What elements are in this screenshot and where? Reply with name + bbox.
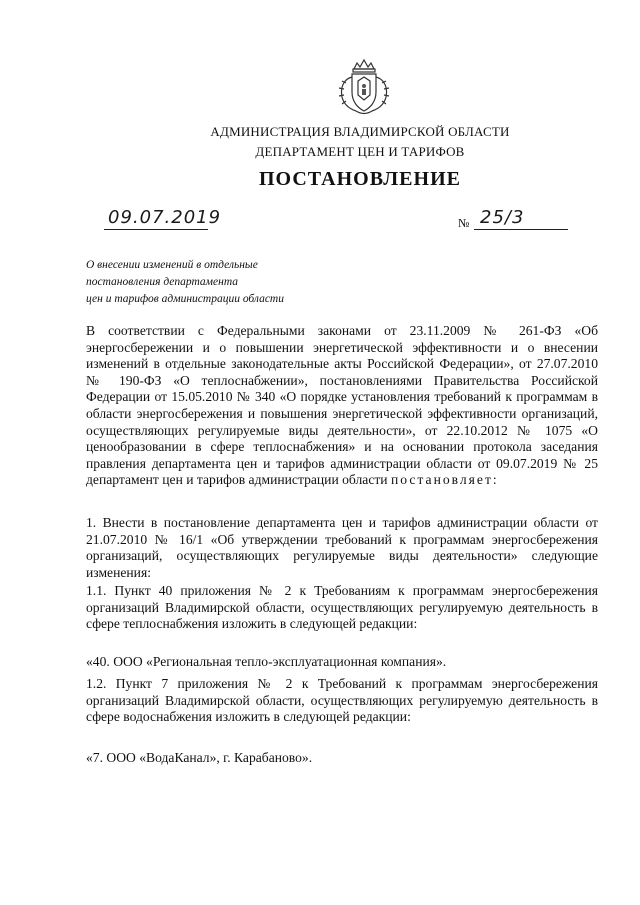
clause-1-paragraph: 1. Внести в постановление департамента цен и тарифов администрации области от 21.07.2010 № 16/1 «Об утверждении требований к программам энергосбережения организаций, осуществляющих регулируемые виды деятельности» следующие изменения: [86,515,598,580]
clause-1-2-new-text: «7. ООО «ВодаКанал», г. Карабаново». [86,750,313,765]
clause-1-2-paragraph: 1.2. Пункт 7 приложения № 2 к Требований к программам энергосбережения организаций Владимирской области, осуществляющих регулируемую деятельность в сфере водоснабжения изложить в следующей редакции: [86,676,598,725]
document-date: 09.07.2019 [108,207,222,228]
document-type-title: ПОСТАНОВЛЕНИЕ [259,168,461,190]
clause-1-1-paragraph: 1.1. Пункт 40 приложения № 2 к Требованиям к программам энергосбережения организаций Владимирской области, осуществляющих регулируемую деятельность в сфере теплоснабжения изложить в следующей редакции: [86,583,598,632]
date-underline [104,229,208,230]
number-label: № [458,216,470,230]
subject-line: постановления департамента [86,276,239,288]
document-subject [86,257,326,308]
subject-line: цен и тарифов администрации области [86,293,284,305]
coat-of-arms-icon [332,55,396,119]
organization-name: АДМИНИСТРАЦИЯ ВЛАДИМИРСКОЙ ОБЛАСТИ [210,124,510,139]
subject-line: О внесении изменений в отдельные [86,259,258,271]
clause-1-1-new-text: «40. ООО «Региональная тепло-эксплуатационная компания». [86,654,447,669]
document-number: 25/3 [480,207,525,228]
preamble-paragraph [86,323,598,489]
resolves-word: постановляет: [390,472,499,488]
preamble-text: В соответствии с Федеральными законами от 23.11.2009 № 261-ФЗ «Об энергосбережении и о повышении энергетической эффективности и о внесении изменений в отдельные законодательные акты Российской Федерации», от 27.07.2010 № 190-ФЗ «О теплоснабжении», постановлениями Правительства Российской Федерации от 15.05.2010 № 340 «О порядке установления требований к программам в области энергосбережения и повышения энергетической эффективности организаций, осуществляющих регулируемые виды деятельности», от 22.10.2012 № 1075 «О ценообразовании в сфере теплоснабжения» и на основании протокола заседания правления департамента цен и тарифов администрации области от 09.07.2019 № 25 департамент цен и тарифов администрации области [86,323,598,488]
number-underline [474,229,568,230]
department-name: ДЕПАРТАМЕНТ ЦЕН И ТАРИФОВ [255,144,465,159]
